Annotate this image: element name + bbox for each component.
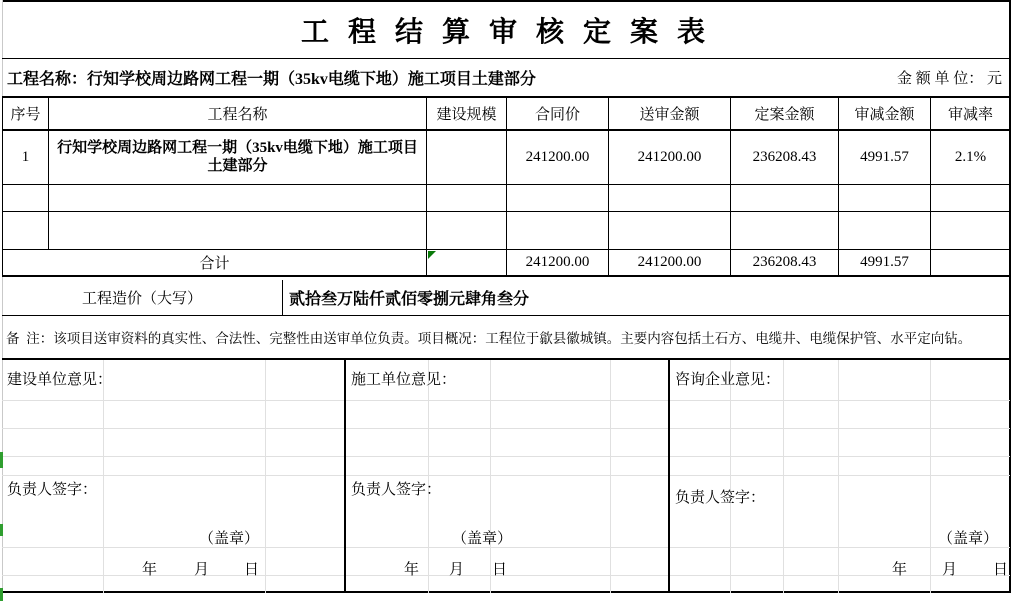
cell-scale[interactable] (427, 211, 507, 249)
total-reduction-amount[interactable]: 4991.57 (839, 249, 931, 276)
cell-reduction-rate[interactable]: 2.1% (931, 130, 1011, 184)
note-row (2, 316, 1010, 360)
table-row (3, 130, 1011, 184)
construction-unit-opinion-label: 建设单位意见： (7, 372, 113, 388)
total-finalized-amount[interactable]: 236208.43 (731, 249, 839, 276)
seal-label: （盖章） (451, 531, 512, 547)
contractor-opinion-label: 施工单位意见： (351, 372, 457, 388)
signer-label: 负责人签字： (7, 482, 98, 498)
cell-seq[interactable] (3, 211, 49, 249)
page-break-mark (0, 588, 3, 601)
header-reduction-amount: 审减金额 (839, 97, 931, 130)
cell-reduction-amount[interactable] (839, 184, 931, 211)
cell-finalized-amount[interactable]: 236208.43 (731, 130, 839, 184)
cell-scale[interactable] (427, 130, 507, 184)
cell-finalized-amount[interactable] (731, 211, 839, 249)
header-contract-price: 合同价 (507, 97, 609, 130)
cell-reduction-rate[interactable] (931, 184, 1011, 211)
month-label: 月 (194, 562, 210, 578)
header-reduction-rate: 审减率 (931, 97, 1011, 130)
cell-project-name[interactable] (49, 184, 427, 211)
cell-project-name[interactable] (49, 211, 427, 249)
day-label: 日 (993, 562, 1009, 578)
project-name-label: 工程名称：行知学校周边路网工程一期（35kv电缆下地）施工项目土建部分 (7, 71, 536, 88)
title-row (2, 2, 1010, 58)
day-label: 日 (244, 562, 260, 578)
consulting-firm-opinion-label: 咨询企业意见： (675, 372, 781, 388)
total-submitted-amount[interactable]: 241200.00 (609, 249, 731, 276)
header-finalized-amount: 定案金额 (731, 97, 839, 130)
cell-submitted-amount[interactable]: 241200.00 (609, 130, 731, 184)
header-scale: 建设规模 (427, 97, 507, 130)
cell-submitted-amount[interactable] (609, 184, 731, 211)
year-label: 年 (404, 562, 420, 578)
info-bar (2, 58, 1010, 96)
cell-reduction-rate[interactable] (931, 211, 1011, 249)
total-scale-cell[interactable] (427, 249, 507, 276)
cell-scale[interactable] (427, 184, 507, 211)
page-break-mark (0, 524, 3, 536)
total-row (3, 249, 1011, 276)
cell-contract-price[interactable] (507, 211, 609, 249)
cell-finalized-amount[interactable] (731, 184, 839, 211)
amount-unit-label: 金 额 单 位： 元 (896, 71, 1002, 87)
table-header-row (3, 97, 1011, 130)
signer-label: 负责人签字： (351, 482, 442, 498)
page-break-mark (0, 452, 3, 468)
year-label: 年 (142, 562, 158, 578)
month-label: 月 (449, 562, 465, 578)
total-reduction-rate[interactable] (931, 249, 1011, 276)
cell-submitted-amount[interactable] (609, 211, 731, 249)
cell-reduction-amount[interactable]: 4991.57 (839, 130, 931, 184)
header-seq: 序号 (3, 97, 49, 130)
opinions-section (2, 360, 1010, 593)
excel-error-triangle-icon (428, 251, 436, 259)
month-label: 月 (942, 562, 958, 578)
contractor-opinion-panel[interactable] (346, 360, 668, 593)
cell-reduction-amount[interactable] (839, 211, 931, 249)
cell-contract-price[interactable] (507, 184, 609, 211)
amount-in-words-label: 工程造价（大写） (2, 280, 283, 315)
amount-in-words-row (2, 280, 1010, 316)
table-row (3, 184, 1011, 211)
cell-seq[interactable]: 1 (3, 130, 49, 184)
consulting-firm-opinion-panel[interactable] (670, 360, 1010, 593)
total-label: 合计 (3, 249, 427, 276)
total-contract-price[interactable]: 241200.00 (507, 249, 609, 276)
header-project-name: 工程名称 (49, 97, 427, 130)
amount-in-words-value[interactable]: 贰拾叁万陆仟贰佰零捌元肆角叁分 (289, 291, 530, 308)
table-row (3, 211, 1011, 249)
page-title: 工 程 结 算 审 核 定 案 表 (300, 17, 711, 48)
seal-label: （盖章） (937, 531, 998, 547)
header-submitted-amount: 送审金额 (609, 97, 731, 130)
cell-project-name[interactable]: 行知学校周边路网工程一期（35kv电缆下地）施工项目土建部分 (49, 130, 427, 184)
signer-label: 负责人签字： (675, 490, 766, 506)
settlement-table (2, 96, 1011, 277)
cell-seq[interactable] (3, 184, 49, 211)
note-text: 备 注：该项目送审资料的真实性、合法性、完整性由送审单位负责。项目概况：工程位于歙县徽城镇。主要内容包括土石方、电缆井、电缆保护管、水平定向钻。 (6, 331, 972, 346)
construction-unit-opinion-panel[interactable] (2, 360, 344, 593)
day-label: 日 (492, 562, 508, 578)
year-label: 年 (892, 562, 908, 578)
seal-label: （盖章） (198, 531, 259, 547)
cell-contract-price[interactable]: 241200.00 (507, 130, 609, 184)
